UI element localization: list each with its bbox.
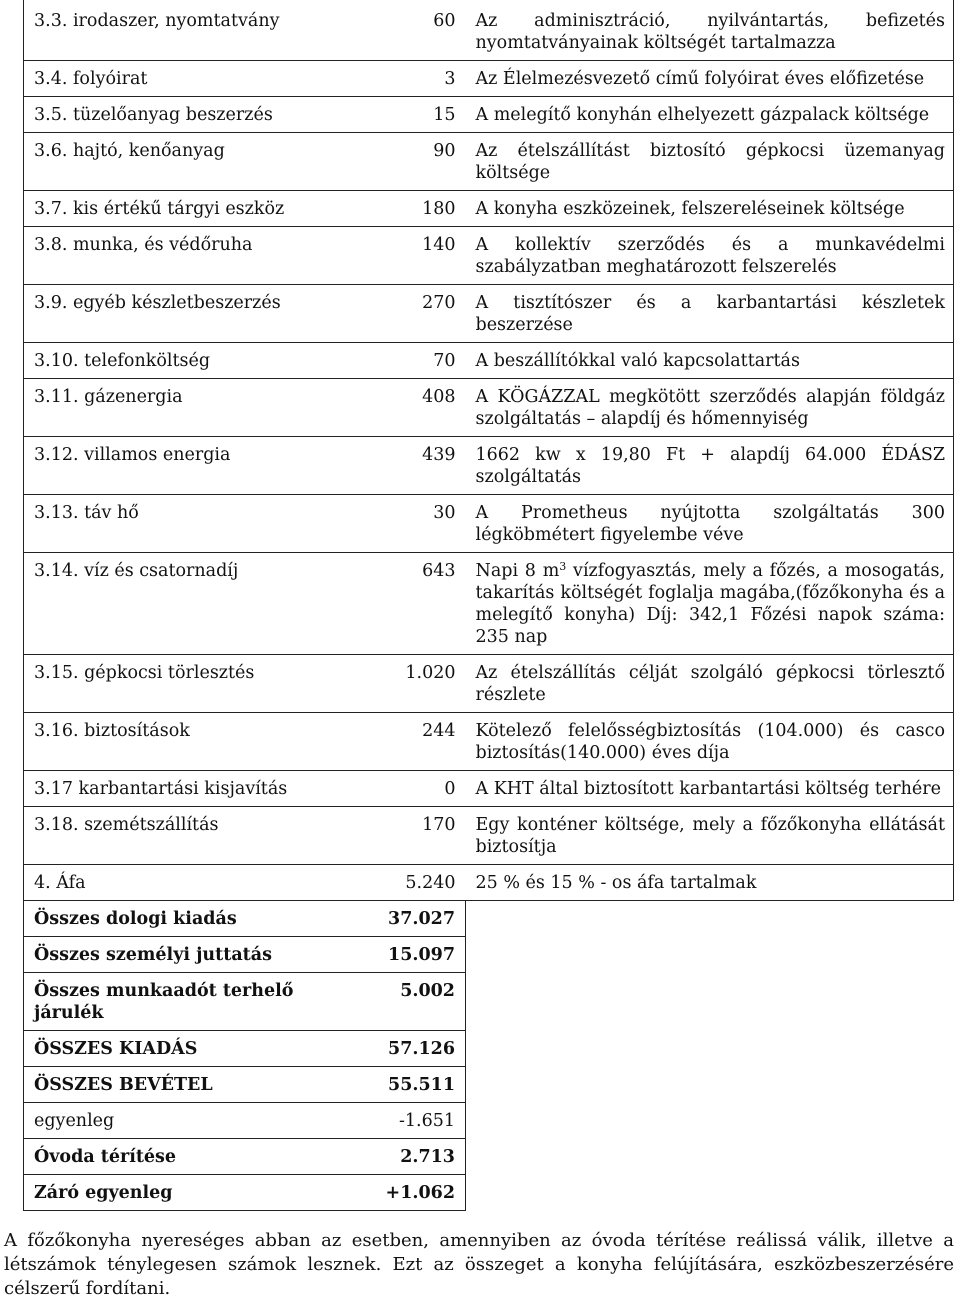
item-description: Kötelező felelősségbiztosítás (104.000) és casco biztosítás(140.000) éves díja (466, 713, 954, 771)
item-description: Az ételszállítás célját szolgáló gépkocsi törlesztő részlete (466, 655, 954, 713)
item-description: A KHT által biztosított karbantartási költség terhére (466, 771, 954, 807)
table-row (24, 553, 954, 655)
summary-value: -1.651 (373, 1103, 466, 1139)
table-row (24, 713, 954, 771)
item-value: 30 (373, 495, 466, 553)
item-value: 270 (373, 285, 466, 343)
empty-cell (466, 1103, 954, 1139)
table-row (24, 495, 954, 553)
item-label: 3.5. tüzelőanyag beszerzés (24, 97, 373, 133)
item-description: A kollektív szerződés és a munkavédelmi szabályzatban meghatározott felszerelés (466, 227, 954, 285)
empty-cell (466, 1031, 954, 1067)
table-row (24, 61, 954, 97)
item-value: 244 (373, 713, 466, 771)
table-row (24, 379, 954, 437)
item-description: Az ételszállítást biztosító gépkocsi üzemanyag költsége (466, 133, 954, 191)
item-label: 3.14. víz és csatornadíj (24, 553, 373, 655)
summary-row (24, 1067, 954, 1103)
item-value: 70 (373, 343, 466, 379)
item-description (466, 553, 954, 655)
item-description: 1662 kw x 19,80 Ft + alapdíj 64.000 ÉDÁSZ szolgáltatás (466, 437, 954, 495)
table-row (24, 97, 954, 133)
item-description: Az adminisztráció, nyilvántartás, befizetés nyomtatványainak költségét tartalmazza (466, 0, 954, 61)
footer-paragraph: A főzőkonyha nyereséges abban az esetben, amennyiben az óvoda térítése reálissá válik, illetve a létszámok ténylegesen számok lesznek. Ezt az összeget a konyha felújítására, eszközbeszerzésére célszerű fordítani. (4, 1230, 954, 1299)
summary-label: Záró egyenleg (24, 1175, 373, 1211)
item-value: 170 (373, 807, 466, 865)
item-value: 15 (373, 97, 466, 133)
empty-cell (466, 1175, 954, 1211)
summary-value: 37.027 (373, 901, 466, 937)
empty-cell (466, 901, 954, 937)
table-row (24, 771, 954, 807)
summary-label: ÖSSZES BEVÉTEL (24, 1067, 373, 1103)
item-label: 3.17 karbantartási kisjavítás (24, 771, 373, 807)
item-value: 140 (373, 227, 466, 285)
empty-cell (466, 973, 954, 1031)
superscript: 3 (559, 560, 567, 573)
summary-value: 5.002 (373, 973, 466, 1031)
item-label: 3.9. egyéb készletbeszerzés (24, 285, 373, 343)
empty-cell (466, 937, 954, 973)
summary-row (24, 973, 954, 1031)
summary-label: Óvoda térítése (24, 1139, 373, 1175)
table-row (24, 0, 954, 61)
table-row (24, 865, 954, 901)
table-row (24, 655, 954, 713)
description-text: vízfogyasztás, mely a főzés, a mosogatás, takarítás költségét foglalja magába,(főzőkonyha és a melegítő konyha) Díj: 342,1 Főzési napok száma: 235 nap (475, 561, 945, 647)
item-value: 408 (373, 379, 466, 437)
item-description: A konyha eszközeinek, felszereléseinek költsége (466, 191, 954, 227)
item-value: 3 (373, 61, 466, 97)
summary-label: Összes munkaadót terhelő járulék (24, 973, 373, 1031)
item-value: 0 (373, 771, 466, 807)
item-description: 25 % és 15 % - os áfa tartalmak (466, 865, 954, 901)
item-description: Az Élelmezésvezető című folyóirat éves előfizetése (466, 61, 954, 97)
table-row (24, 437, 954, 495)
table-row (24, 807, 954, 865)
summary-row (24, 901, 954, 937)
item-description: Egy konténer költsége, mely a főzőkonyha ellátását biztosítja (466, 807, 954, 865)
item-label: 3.18. szemétszállítás (24, 807, 373, 865)
item-description: A tisztítószer és a karbantartási készletek beszerzése (466, 285, 954, 343)
item-description: A Prometheus nyújtotta szolgáltatás 300 légköbmétert figyelembe véve (466, 495, 954, 553)
summary-value: 55.511 (373, 1067, 466, 1103)
item-value: 90 (373, 133, 466, 191)
item-label: 3.12. villamos energia (24, 437, 373, 495)
item-value: 60 (373, 0, 466, 61)
item-description: A KÖGÁZZAL megkötött szerződés alapján földgáz szolgáltatás – alapdíj és hőmennyiség (466, 379, 954, 437)
item-label: 3.3. irodaszer, nyomtatvány (24, 0, 373, 61)
table-row (24, 285, 954, 343)
summary-row (24, 1031, 954, 1067)
item-value: 5.240 (373, 865, 466, 901)
item-value: 1.020 (373, 655, 466, 713)
summary-label: ÖSSZES KIADÁS (24, 1031, 373, 1067)
empty-cell (466, 1139, 954, 1175)
description-text: Napi 8 m (475, 561, 560, 581)
empty-cell (466, 1067, 954, 1103)
item-label: 3.13. táv hő (24, 495, 373, 553)
summary-label: Összes dologi kiadás (24, 901, 373, 937)
table-row (24, 191, 954, 227)
item-description: A melegítő konyhán elhelyezett gázpalack költsége (466, 97, 954, 133)
item-value: 180 (373, 191, 466, 227)
summary-value: 15.097 (373, 937, 466, 973)
item-label: 3.16. biztosítások (24, 713, 373, 771)
summary-value: 2.713 (373, 1139, 466, 1175)
item-label: 3.4. folyóirat (24, 61, 373, 97)
item-value: 439 (373, 437, 466, 495)
summary-row (24, 1139, 954, 1175)
summary-row (24, 1175, 954, 1211)
item-label: 3.8. munka, és védőruha (24, 227, 373, 285)
item-label: 3.10. telefonköltség (24, 343, 373, 379)
summary-label: egyenleg (24, 1103, 373, 1139)
item-label: 3.11. gázenergia (24, 379, 373, 437)
item-label: 3.6. hajtó, kenőanyag (24, 133, 373, 191)
item-value: 643 (373, 553, 466, 655)
table-row (24, 133, 954, 191)
item-label: 3.15. gépkocsi törlesztés (24, 655, 373, 713)
budget-table (23, 0, 954, 1211)
table-row (24, 343, 954, 379)
summary-label: Összes személyi juttatás (24, 937, 373, 973)
table-row (24, 227, 954, 285)
item-label: 3.7. kis értékű tárgyi eszköz (24, 191, 373, 227)
item-description: A beszállítókkal való kapcsolattartás (466, 343, 954, 379)
summary-value: +1.062 (373, 1175, 466, 1211)
summary-value: 57.126 (373, 1031, 466, 1067)
item-label: 4. Áfa (24, 865, 373, 901)
summary-row (24, 937, 954, 973)
summary-row (24, 1103, 954, 1139)
